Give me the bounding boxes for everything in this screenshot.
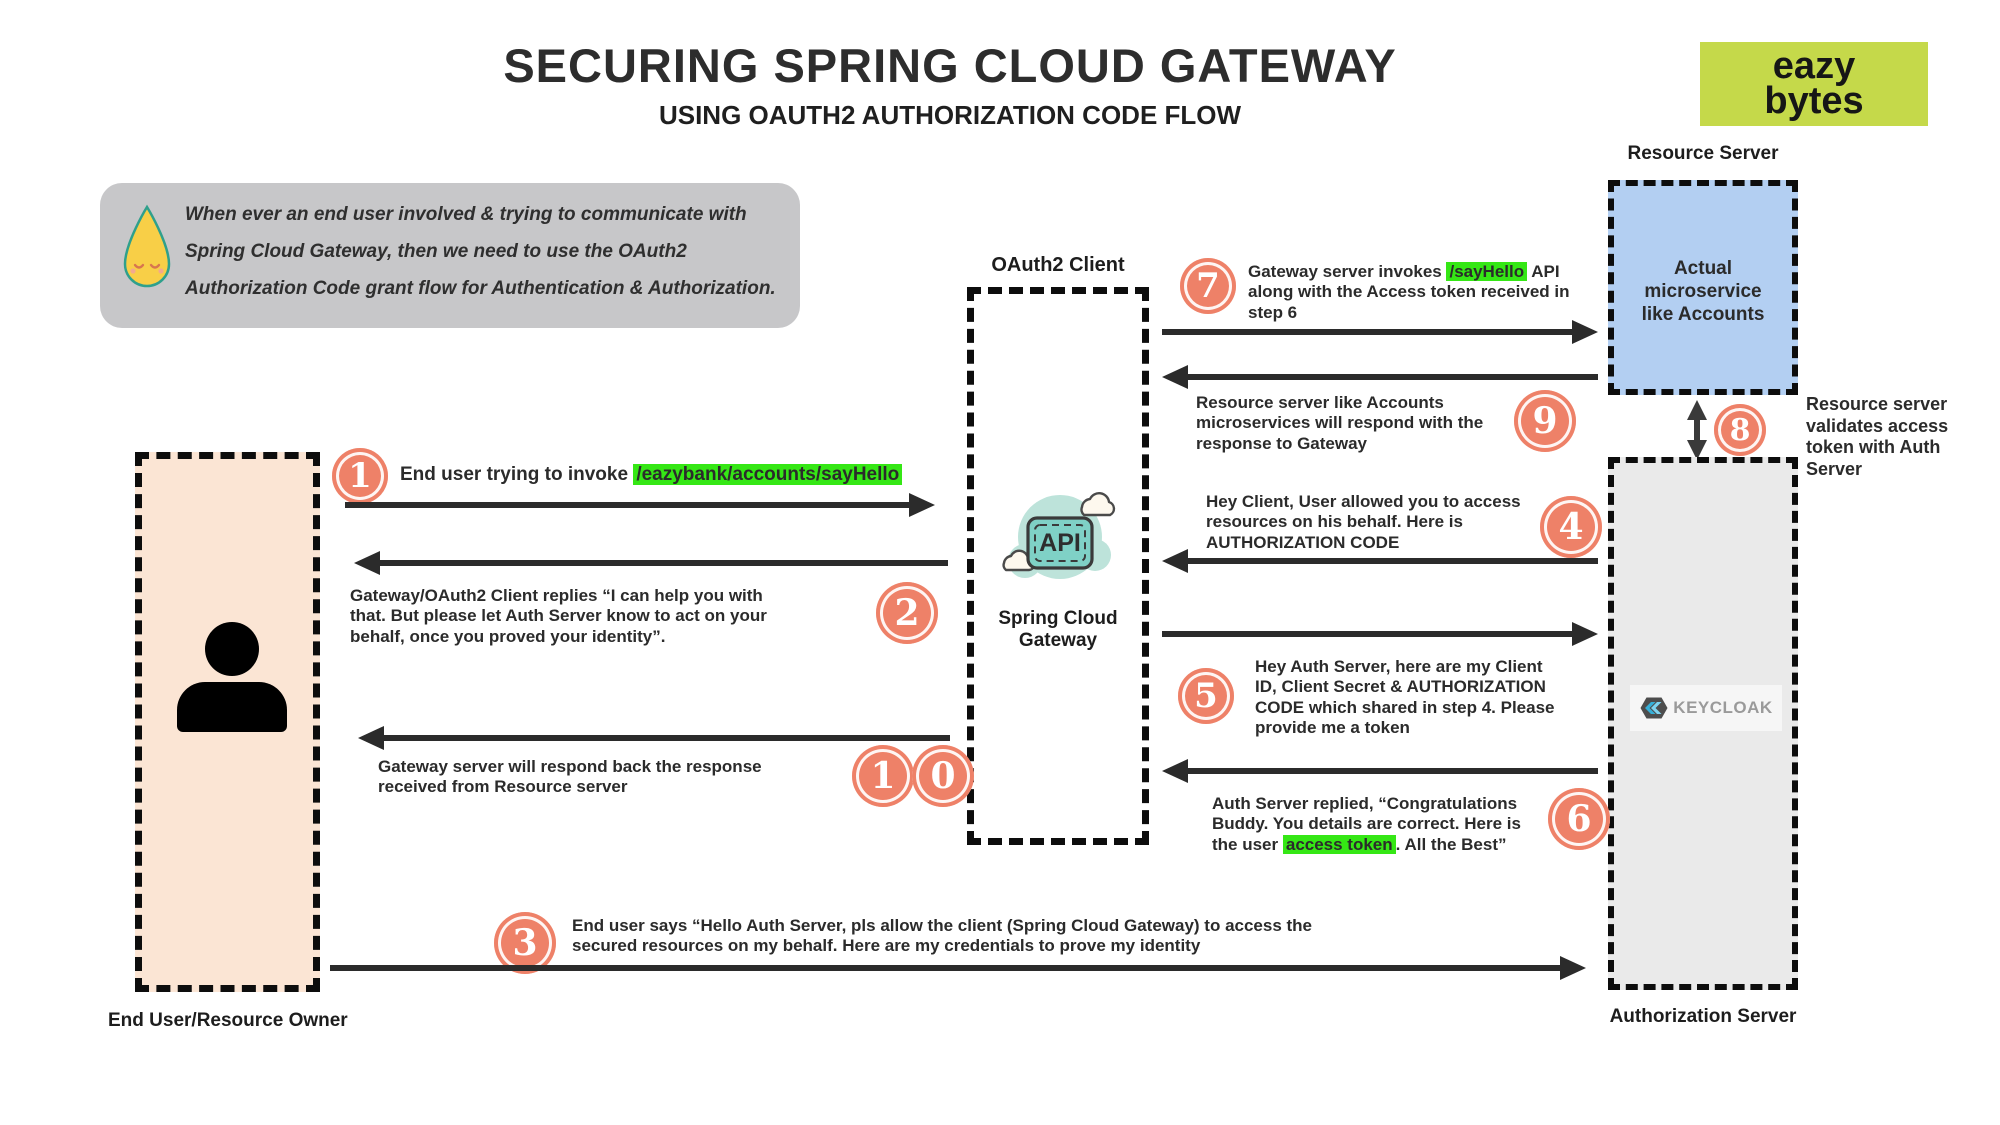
step5-badge: 5 — [1178, 668, 1234, 724]
step10-badge-1: 1 — [852, 745, 914, 807]
oauth2-client-label: OAuth2 Client — [991, 254, 1125, 276]
step6-badge: 6 — [1548, 788, 1610, 850]
step6-text — [1212, 794, 1542, 855]
step3-badge: 3 — [494, 912, 556, 974]
step7-text-pre: Gateway server invokes — [1248, 262, 1447, 281]
step6-arrow — [1186, 768, 1598, 774]
step7-text-post: API along with the Access token received in step 6 — [1248, 262, 1570, 322]
logo-line2: bytes — [1764, 80, 1864, 122]
step4-arrow — [1186, 558, 1598, 564]
end-user-label: End User/Resource Owner — [108, 1010, 348, 1031]
step6-text-pre: Auth Server replied, “Congratulations Buddy. You details are correct. Here is the user — [1212, 794, 1521, 854]
api-cloud-icon — [998, 485, 1120, 603]
step5-text: Hey Auth Server, here are my Client ID, Client Secret & AUTHORIZATION CODE which shared in step 4. Please provide me a token — [1255, 657, 1555, 738]
step8-arrow — [1694, 418, 1700, 442]
step3-text: End user says “Hello Auth Server, pls allow the client (Spring Cloud Gateway) to access the secured resources on my behalf. Here are my credentials to prove my identity — [572, 916, 1313, 956]
step2-text: Gateway/OAuth2 Client replies “I can help you with that. But please let Auth Server know to act on your behalf, once you proved your identity”. — [350, 586, 767, 646]
droplet-mascot-icon — [116, 203, 178, 299]
step9-arrow — [1186, 374, 1598, 380]
logo-line1: eazy — [1772, 45, 1856, 88]
step6-text-highlight: access token — [1283, 835, 1396, 854]
step7-text-highlight: /sayHello — [1446, 262, 1527, 281]
step8-text: Resource server validates access token with Auth Server — [1806, 394, 1949, 479]
step9-text: Resource server like Accounts microservices will respond with the response to Gateway — [1196, 393, 1484, 453]
auth-server-label: Authorization Server — [1609, 1006, 1797, 1027]
keycloak-logo-text: KEYCLOAK — [1673, 698, 1773, 717]
step1-text-pre: End user trying to invoke — [400, 464, 634, 485]
step3-arrow — [330, 965, 1562, 971]
resource-server-label: Resource Server — [1627, 143, 1779, 164]
step1-text-highlight: /eazybank/accounts/sayHello — [633, 464, 902, 485]
eazybytes-logo — [1700, 42, 1928, 126]
person-icon — [177, 622, 287, 732]
step10-badge-0: 0 — [912, 745, 974, 807]
step4-badge: 4 — [1540, 496, 1602, 558]
step7-text — [1248, 262, 1586, 323]
step1-arrow — [345, 502, 911, 508]
step10-text: Gateway server will respond back the response received from Resource server — [378, 757, 762, 797]
keycloak-icon — [1630, 685, 1782, 731]
page-subtitle: USING OAUTH2 AUTHORIZATION CODE FLOW — [658, 100, 1242, 130]
step5-arrow — [1162, 631, 1574, 637]
resource-server-box-text: Actual microservice like Accounts — [1641, 258, 1765, 325]
note-text: When ever an end user involved & trying to communicate with Spring Cloud Gateway, then we need to use the OAuth2 Authorization Code grant flow for Authentication & Authorization. — [185, 204, 776, 300]
step8-badge: 8 — [1714, 404, 1766, 456]
step1-text — [400, 464, 980, 487]
step2-arrow — [378, 560, 948, 566]
step10-arrow — [382, 735, 950, 741]
step2-badge: 2 — [876, 582, 938, 644]
step7-badge: 7 — [1180, 258, 1236, 314]
step7-arrow — [1162, 329, 1574, 335]
step4-text: Hey Client, User allowed you to access resources on his behalf. Here is AUTHORIZATION CODE — [1206, 492, 1521, 552]
api-icon-text: API — [1039, 529, 1081, 557]
spring-cloud-gateway-label: Spring Cloud Gateway — [998, 608, 1118, 651]
page-title: SECURING SPRING CLOUD GATEWAY — [503, 39, 1397, 92]
step6-text-post: . All the Best” — [1395, 834, 1507, 854]
step9-badge: 9 — [1514, 390, 1576, 452]
step1-badge: 1 — [332, 448, 388, 504]
